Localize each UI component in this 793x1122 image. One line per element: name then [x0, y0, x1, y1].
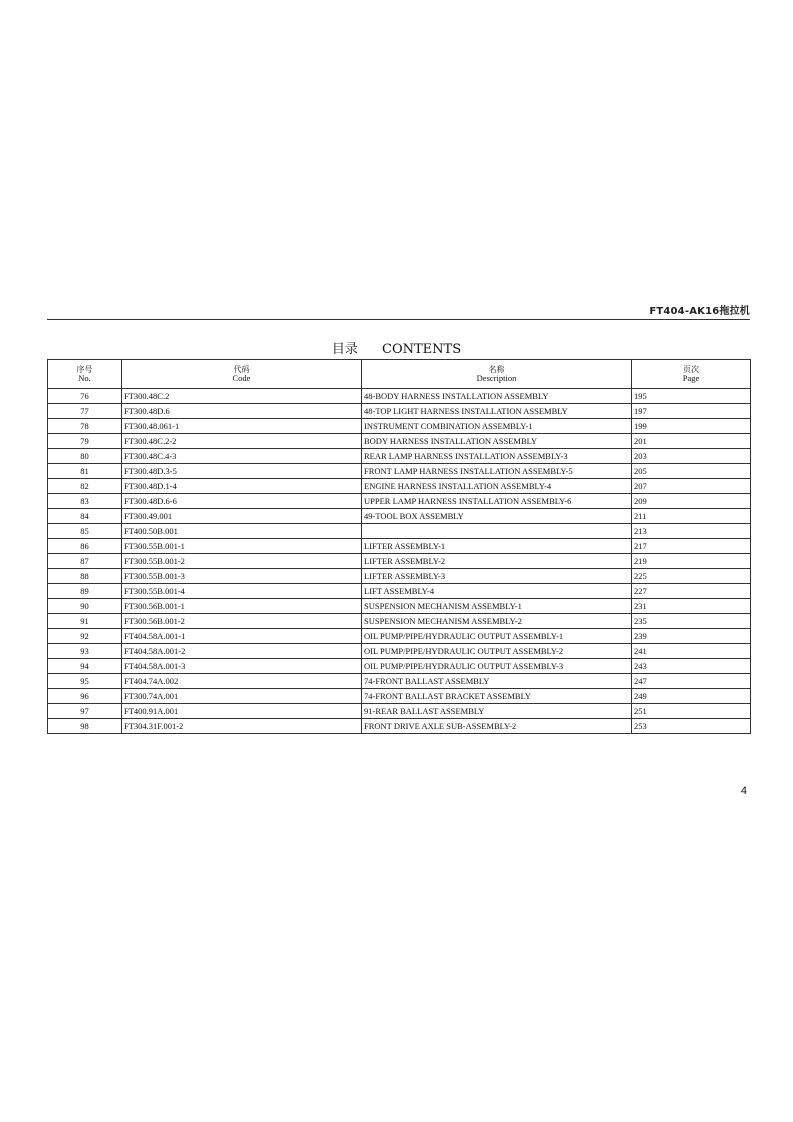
row-number: 81: [48, 464, 122, 479]
row-description: OIL PUMP/PIPE/HYDRAULIC OUTPUT ASSEMBLY-2: [362, 644, 632, 659]
row-page: 231: [632, 599, 751, 614]
table-row: [48, 584, 751, 599]
row-description: REAR LAMP HARNESS INSTALLATION ASSEMBLY-3: [362, 449, 632, 464]
contents-table: [47, 359, 751, 734]
row-description: SUSPENSION MECHANISM ASSEMBLY-2: [362, 614, 632, 629]
table-row: [48, 539, 751, 554]
row-number: 89: [48, 584, 122, 599]
row-description: LIFT ASSEMBLY-4: [362, 584, 632, 599]
row-number: 76: [48, 389, 122, 404]
row-code: FT400.50B.001: [122, 524, 362, 539]
row-number: 87: [48, 554, 122, 569]
row-description: FRONT LAMP HARNESS INSTALLATION ASSEMBLY-5: [362, 464, 632, 479]
row-code: FT404.58A.001-3: [122, 659, 362, 674]
table-row: [48, 704, 751, 719]
row-number: 92: [48, 629, 122, 644]
row-code: FT300.55B.001-4: [122, 584, 362, 599]
row-page: 207: [632, 479, 751, 494]
column-header-description-en: Description: [476, 373, 517, 383]
header-divider: [47, 319, 750, 320]
row-code: FT300.56B.001-2: [122, 614, 362, 629]
row-number: 82: [48, 479, 122, 494]
row-number: 95: [48, 674, 122, 689]
table-header-row: [48, 360, 751, 389]
column-header-code-cn: 代码: [233, 365, 250, 374]
row-code: FT300.48D.1-4: [122, 479, 362, 494]
table-row: [48, 674, 751, 689]
column-header-code-en: Code: [232, 373, 251, 383]
table-row: [48, 434, 751, 449]
row-page: 205: [632, 464, 751, 479]
row-page: 247: [632, 674, 751, 689]
row-page: 251: [632, 704, 751, 719]
row-description: 49-TOOL BOX ASSEMBLY: [362, 509, 632, 524]
row-description: UPPER LAMP HARNESS INSTALLATION ASSEMBLY-6: [362, 494, 632, 509]
document-title: FT404-AK16拖拉机: [649, 306, 750, 317]
row-page: 241: [632, 644, 751, 659]
row-description: LIFTER ASSEMBLY-1: [362, 539, 632, 554]
table-row: [48, 419, 751, 434]
contents-title-cn: 目录: [331, 342, 358, 357]
row-code: FT400.91A.001: [122, 704, 362, 719]
table-row: [48, 569, 751, 584]
row-code: FT404.58A.001-1: [122, 629, 362, 644]
row-description: ENGINE HARNESS INSTALLATION ASSEMBLY-4: [362, 479, 632, 494]
table-row: [48, 554, 751, 569]
table-row: [48, 599, 751, 614]
table-row: [48, 404, 751, 419]
row-code: FT300.48C.2: [122, 389, 362, 404]
row-number: 85: [48, 524, 122, 539]
row-number: 83: [48, 494, 122, 509]
row-page: 211: [632, 509, 751, 524]
row-number: 77: [48, 404, 122, 419]
table-row: [48, 614, 751, 629]
table-row: [48, 629, 751, 644]
row-number: 94: [48, 659, 122, 674]
contents-heading: [0, 338, 793, 357]
row-page: 203: [632, 449, 751, 464]
table-row: [48, 659, 751, 674]
column-header-no-cn: 序号: [76, 365, 93, 374]
row-code: FT304.31F.001-2: [122, 719, 362, 734]
row-number: 93: [48, 644, 122, 659]
row-number: 91: [48, 614, 122, 629]
row-description: 74-FRONT BALLAST BRACKET ASSEMBLY: [362, 689, 632, 704]
column-header-code: [122, 360, 362, 389]
row-number: 88: [48, 569, 122, 584]
row-number: 98: [48, 719, 122, 734]
row-page: 201: [632, 434, 751, 449]
row-code: FT300.56B.001-1: [122, 599, 362, 614]
table-row: [48, 644, 751, 659]
row-code: FT300.48D.6: [122, 404, 362, 419]
row-page: 239: [632, 629, 751, 644]
row-page: 209: [632, 494, 751, 509]
row-page: 197: [632, 404, 751, 419]
row-page: 213: [632, 524, 751, 539]
row-description: LIFTER ASSEMBLY-3: [362, 569, 632, 584]
row-number: 79: [48, 434, 122, 449]
row-page: 253: [632, 719, 751, 734]
table-body: [48, 389, 751, 734]
row-code: FT300.74A.001: [122, 689, 362, 704]
row-description: OIL PUMP/PIPE/HYDRAULIC OUTPUT ASSEMBLY-1: [362, 629, 632, 644]
row-code: FT300.48.061-1: [122, 419, 362, 434]
row-number: 97: [48, 704, 122, 719]
column-header-no-en: No.: [78, 373, 91, 383]
row-description: SUSPENSION MECHANISM ASSEMBLY-1: [362, 599, 632, 614]
table-row: [48, 449, 751, 464]
contents-title-en: CONTENTS: [382, 342, 462, 357]
row-code: FT300.48D.3-5: [122, 464, 362, 479]
row-number: 86: [48, 539, 122, 554]
row-description: [362, 524, 632, 539]
row-number: 84: [48, 509, 122, 524]
row-page: 235: [632, 614, 751, 629]
row-code: FT300.49.001: [122, 509, 362, 524]
row-description: LIFTER ASSEMBLY-2: [362, 554, 632, 569]
row-code: FT300.48C.4-3: [122, 449, 362, 464]
row-code: FT300.48C.2-2: [122, 434, 362, 449]
row-page: 227: [632, 584, 751, 599]
row-code: FT300.55B.001-2: [122, 554, 362, 569]
column-header-page-en: Page: [682, 373, 700, 383]
column-header-page-cn: 页次: [683, 365, 699, 374]
row-page: 249: [632, 689, 751, 704]
row-description: 91-REAR BALLAST ASSEMBLY: [362, 704, 632, 719]
row-number: 80: [48, 449, 122, 464]
row-code: FT300.55B.001-3: [122, 569, 362, 584]
column-header-description: [362, 360, 632, 389]
page-number: 4: [740, 785, 747, 797]
row-code: FT404.74A.002: [122, 674, 362, 689]
table-row: [48, 494, 751, 509]
row-code: FT404.58A.001-2: [122, 644, 362, 659]
row-description: 48-BODY HARNESS INSTALLATION ASSEMBLY: [362, 389, 632, 404]
table-row: [48, 689, 751, 704]
row-page: 219: [632, 554, 751, 569]
table-row: [48, 389, 751, 404]
row-page: 243: [632, 659, 751, 674]
table-row: [48, 524, 751, 539]
row-page: 217: [632, 539, 751, 554]
row-number: 78: [48, 419, 122, 434]
row-number: 90: [48, 599, 122, 614]
table-row: [48, 464, 751, 479]
column-header-description-cn: 名称: [488, 365, 505, 374]
table-row: [48, 509, 751, 524]
row-number: 96: [48, 689, 122, 704]
row-description: 48-TOP LIGHT HARNESS INSTALLATION ASSEMBLY: [362, 404, 632, 419]
column-header-page: [632, 360, 751, 389]
column-header-no: [48, 360, 122, 389]
row-code: FT300.55B.001-1: [122, 539, 362, 554]
row-code: FT300.48D.6-6: [122, 494, 362, 509]
row-description: FRONT DRIVE AXLE SUB-ASSEMBLY-2: [362, 719, 632, 734]
row-page: 195: [632, 389, 751, 404]
row-description: 74-FRONT BALLAST ASSEMBLY: [362, 674, 632, 689]
row-page: 199: [632, 419, 751, 434]
row-description: BODY HARNESS INSTALLATION ASSEMBLY: [362, 434, 632, 449]
row-description: OIL PUMP/PIPE/HYDRAULIC OUTPUT ASSEMBLY-3: [362, 659, 632, 674]
row-description: INSTRUMENT COMBINATION ASSEMBLY-1: [362, 419, 632, 434]
table-row: [48, 479, 751, 494]
table-row: [48, 719, 751, 734]
row-page: 225: [632, 569, 751, 584]
